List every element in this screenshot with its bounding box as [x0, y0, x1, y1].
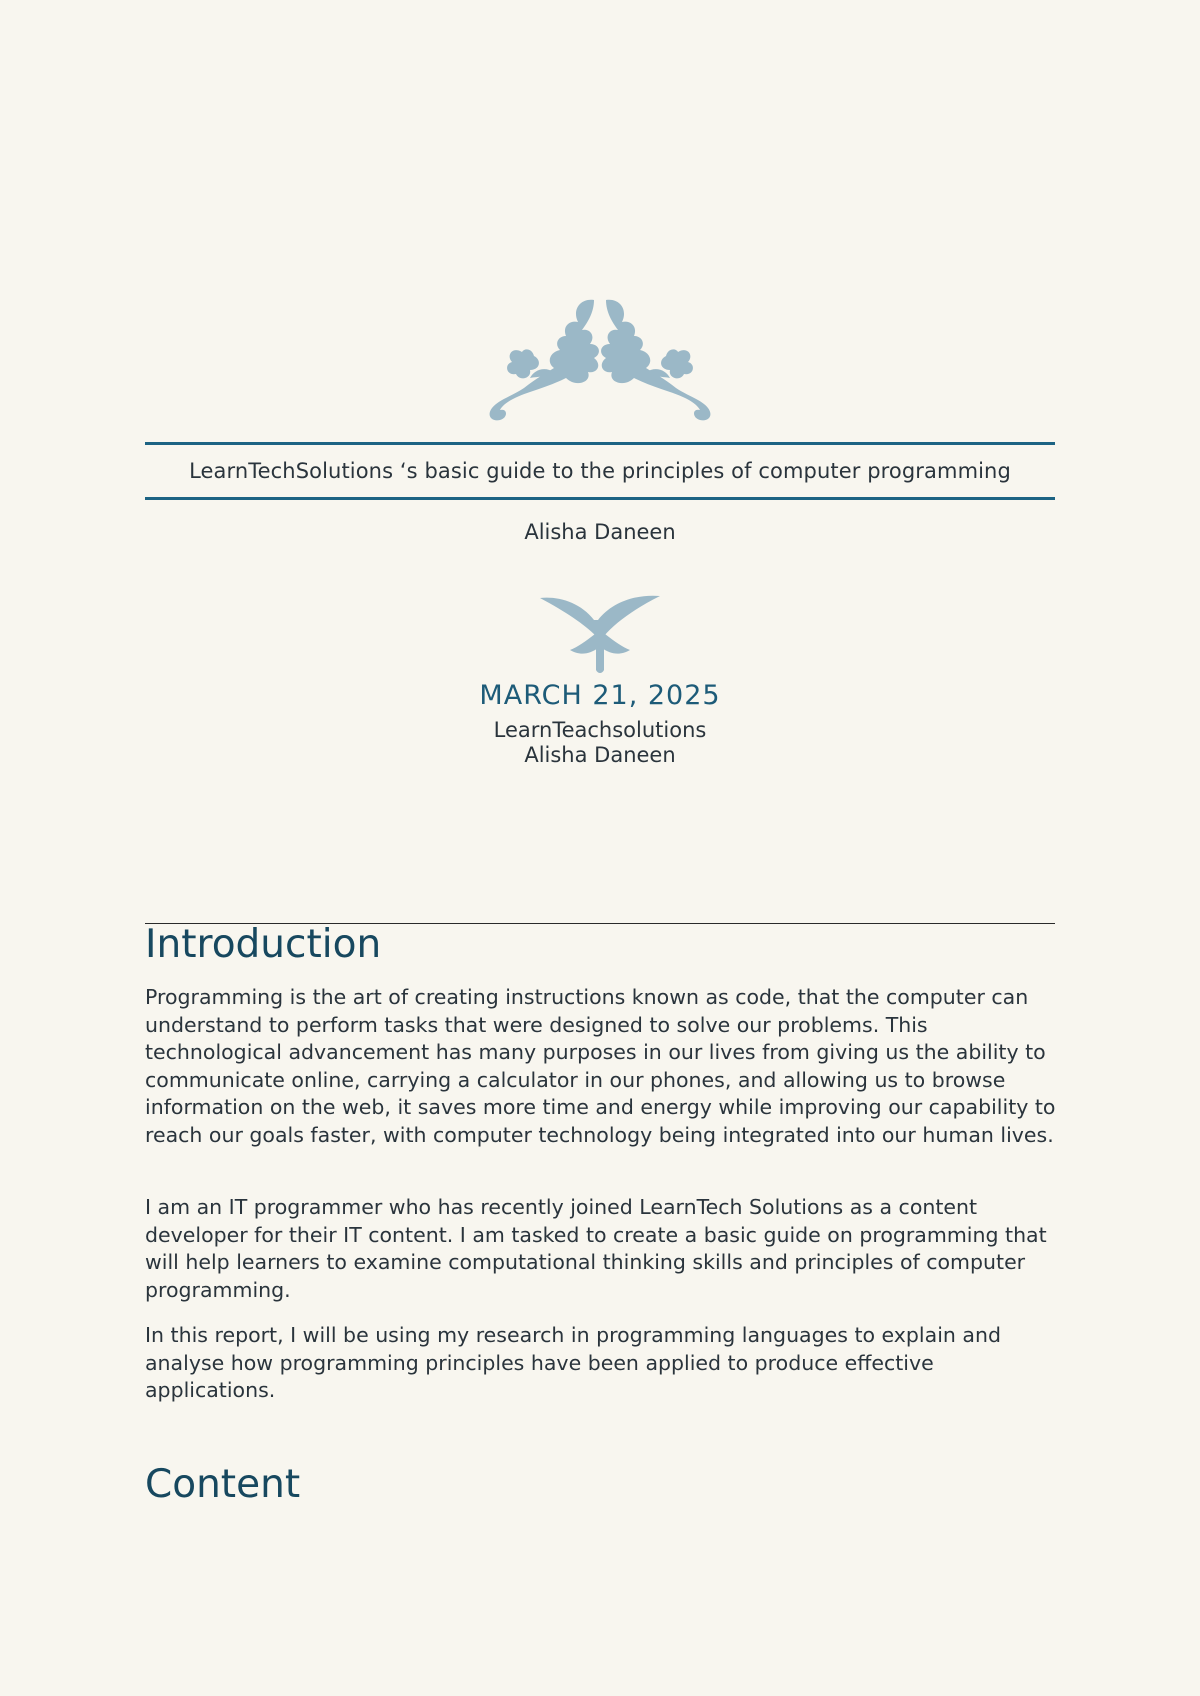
intro-paragraph: I am an IT programmer who has recently joined LearnTech Solutions as a content developer for their IT content. I am tasked to create a basic guide on programming that will help learners to examine computational thinking skills and principles of computer programming. [145, 1195, 1047, 1302]
author-name-secondary: Alisha Daneen [524, 743, 676, 767]
document-title: LearnTechSolutions ‘s basic guide to the principles of computer programming [189, 459, 1011, 483]
publication-date: MARCH 21, 2025 [479, 680, 721, 711]
intro-paragraph: In this report, I will be using my research in programming languages to explain and analyse how programming principles have been applied to produce effective applications. [145, 1323, 1001, 1402]
floral-scroll-ornament-icon [484, 296, 716, 422]
title-band [145, 442, 1055, 500]
author-name: Alisha Daneen [524, 520, 676, 544]
company-name: LearnTeachsolutions [493, 718, 707, 742]
introduction-heading: Introduction [145, 922, 382, 967]
intro-paragraph: Programming is the art of creating instructions known as code, that the computer can understand to perform tasks that were designed to solve our problems. This technological advancement has many purposes in our lives from giving us the ability to communicate online, carrying a calculator in our phones, and allowing us to browse information on the web, it saves more time and energy while improving our capability to reach our goals faster, with computer technology being integrated into our human lives. [145, 985, 1056, 1147]
content-heading: Content [145, 1462, 301, 1507]
leaf-sprig-ornament-icon [536, 590, 664, 674]
